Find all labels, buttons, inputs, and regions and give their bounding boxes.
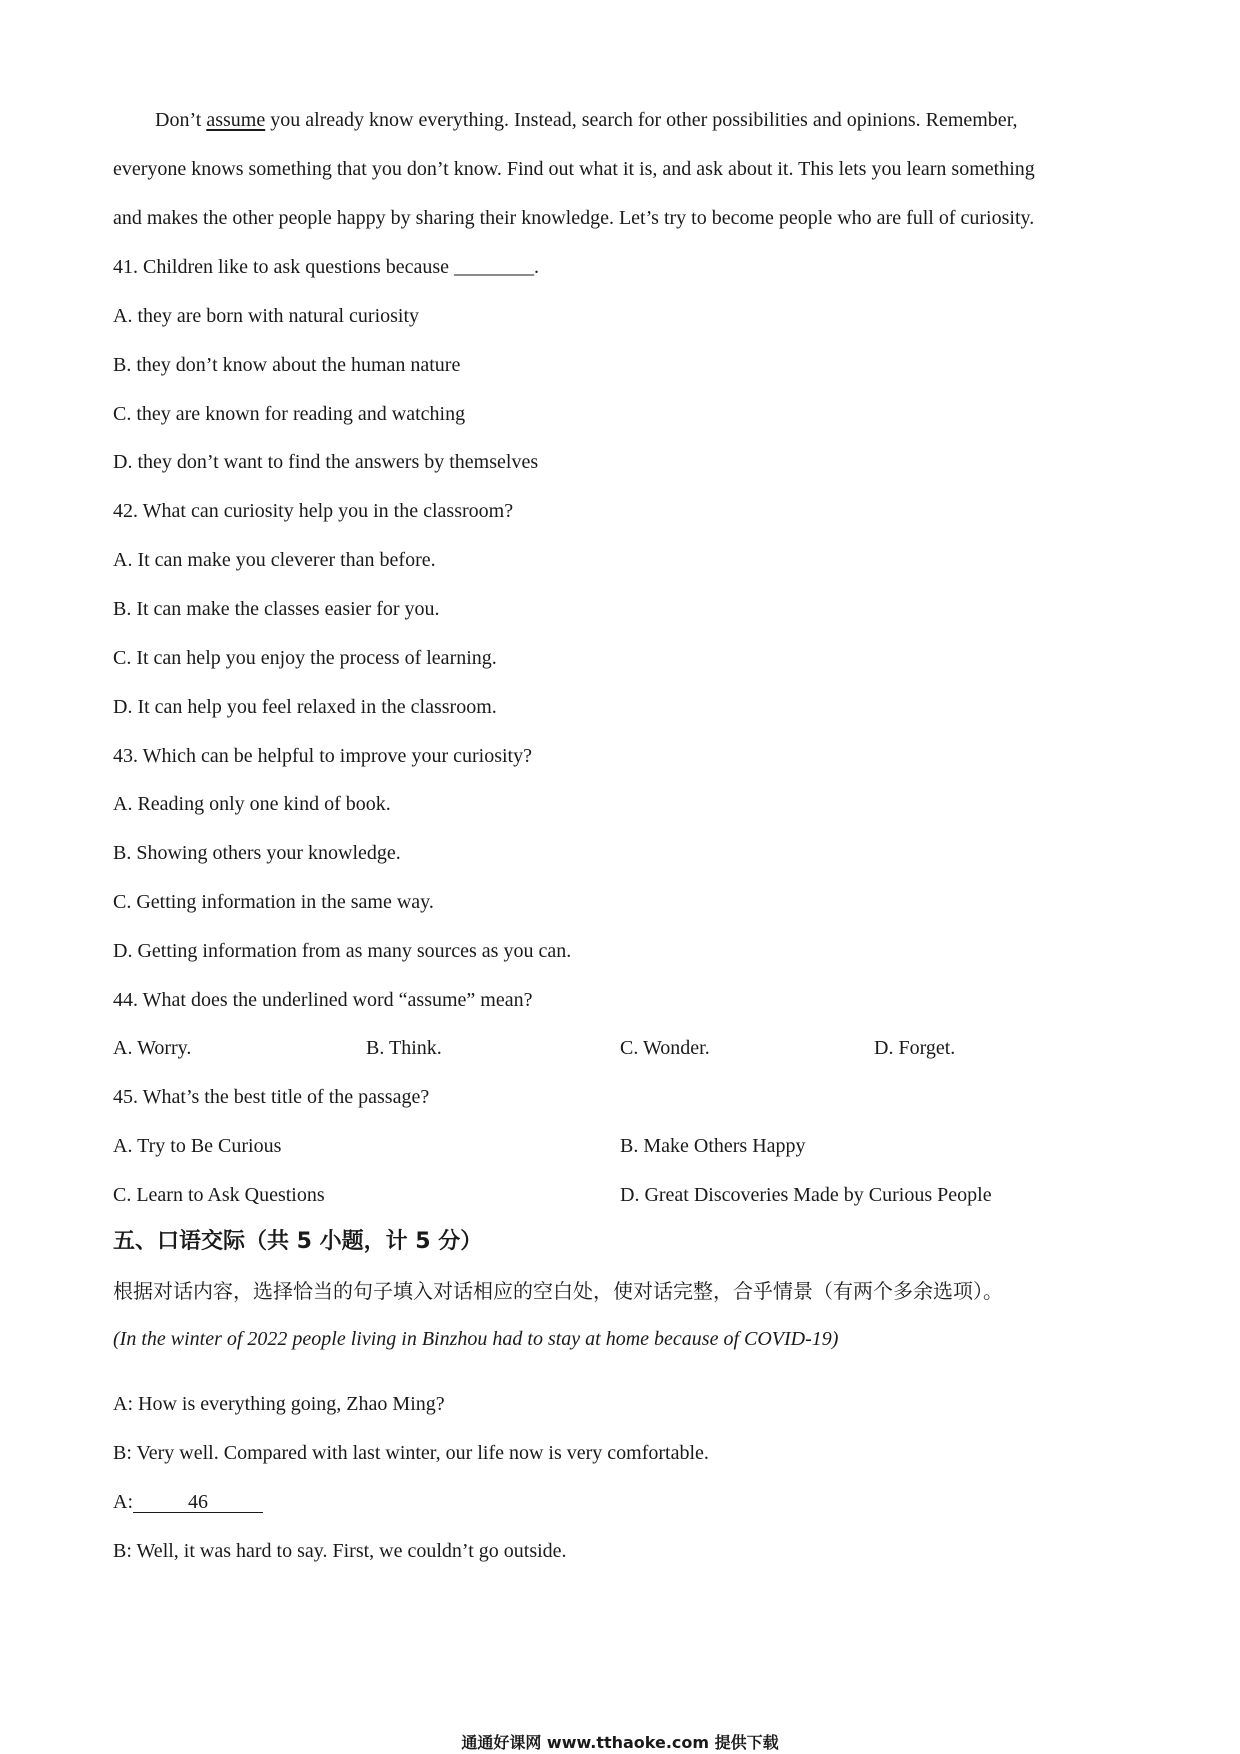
question-44: 44. What does the underlined word “assume” mean? xyxy=(113,989,533,1011)
question-45: 45. What’s the best title of the passage? xyxy=(113,1086,430,1108)
q45-option-c: C. Learn to Ask Questions xyxy=(113,1184,325,1206)
page-footer: 通通好课网 www.tthaoke.com 提供下载 xyxy=(461,1733,779,1752)
q42-option-d: D. It can help you feel relaxed in the classroom. xyxy=(113,696,497,718)
q42-option-a: A. It can make you cleverer than before. xyxy=(113,549,436,571)
question-42: 42. What can curiosity help you in the classroom? xyxy=(113,500,514,522)
dialogue-line-1: A: How is everything going, Zhao Ming? xyxy=(113,1393,445,1415)
q45-option-a: A. Try to Be Curious xyxy=(113,1135,282,1157)
answer-blank-46: 46 xyxy=(133,1492,263,1513)
q44-option-c: C. Wonder. xyxy=(620,1037,710,1059)
q44-option-a: A. Worry. xyxy=(113,1037,192,1059)
q42-option-b: B. It can make the classes easier for you. xyxy=(113,598,440,620)
underlined-word: assume xyxy=(206,109,266,131)
q42-option-c: C. It can help you enjoy the process of learning. xyxy=(113,647,497,669)
dialogue-line-2: B: Very well. Compared with last winter, our life now is very comfortable. xyxy=(113,1442,709,1464)
q45-option-b: B. Make Others Happy xyxy=(620,1135,806,1157)
passage-line-1: Don’t assume you already know everything. Instead, search for other possibilities and opinions. Remember, xyxy=(155,109,1018,131)
q41-option-a: A. they are born with natural curiosity xyxy=(113,305,420,327)
question-43: 43. Which can be helpful to improve your curiosity? xyxy=(113,745,532,767)
passage-line-3: and makes the other people happy by sharing their knowledge. Let’s try to become people who are full of curiosity. xyxy=(113,207,1035,229)
q43-option-d: D. Getting information from as many sources as you can. xyxy=(113,940,572,962)
section-instruction: 根据对话内容，选择恰当的句子填入对话相应的空白处，使对话完整，合乎情景（有两个多余选项）。 xyxy=(113,1279,1003,1303)
dialogue-line-3: A: 46 xyxy=(113,1490,263,1514)
q43-option-c: C. Getting information in the same way. xyxy=(113,891,434,913)
q45-option-d: D. Great Discoveries Made by Curious People xyxy=(620,1184,992,1206)
dialogue-line-4: B: Well, it was hard to say. First, we couldn’t go outside. xyxy=(113,1540,567,1562)
q44-option-d: D. Forget. xyxy=(874,1037,956,1059)
q41-option-d: D. they don’t want to find the answers by themselves xyxy=(113,451,539,473)
q44-option-b: B. Think. xyxy=(366,1037,442,1059)
section-heading: 五、口语交际（共 5 小题，计 5 分） xyxy=(113,1229,483,1254)
q41-option-b: B. they don’t know about the human nature xyxy=(113,354,461,376)
q43-option-b: B. Showing others your knowledge. xyxy=(113,842,401,864)
question-41: 41. Children like to ask questions because ________. xyxy=(113,256,540,278)
q41-option-c: C. they are known for reading and watching xyxy=(113,403,466,425)
answer-blank: ________ xyxy=(454,256,535,278)
q43-option-a: A. Reading only one kind of book. xyxy=(113,793,391,815)
dialogue-context: (In the winter of 2022 people living in Binzhou had to stay at home because of COVID-19) xyxy=(113,1328,839,1350)
passage-line-2: everyone knows something that you don’t know. Find out what it is, and ask about it. This lets you learn something xyxy=(113,158,1035,180)
